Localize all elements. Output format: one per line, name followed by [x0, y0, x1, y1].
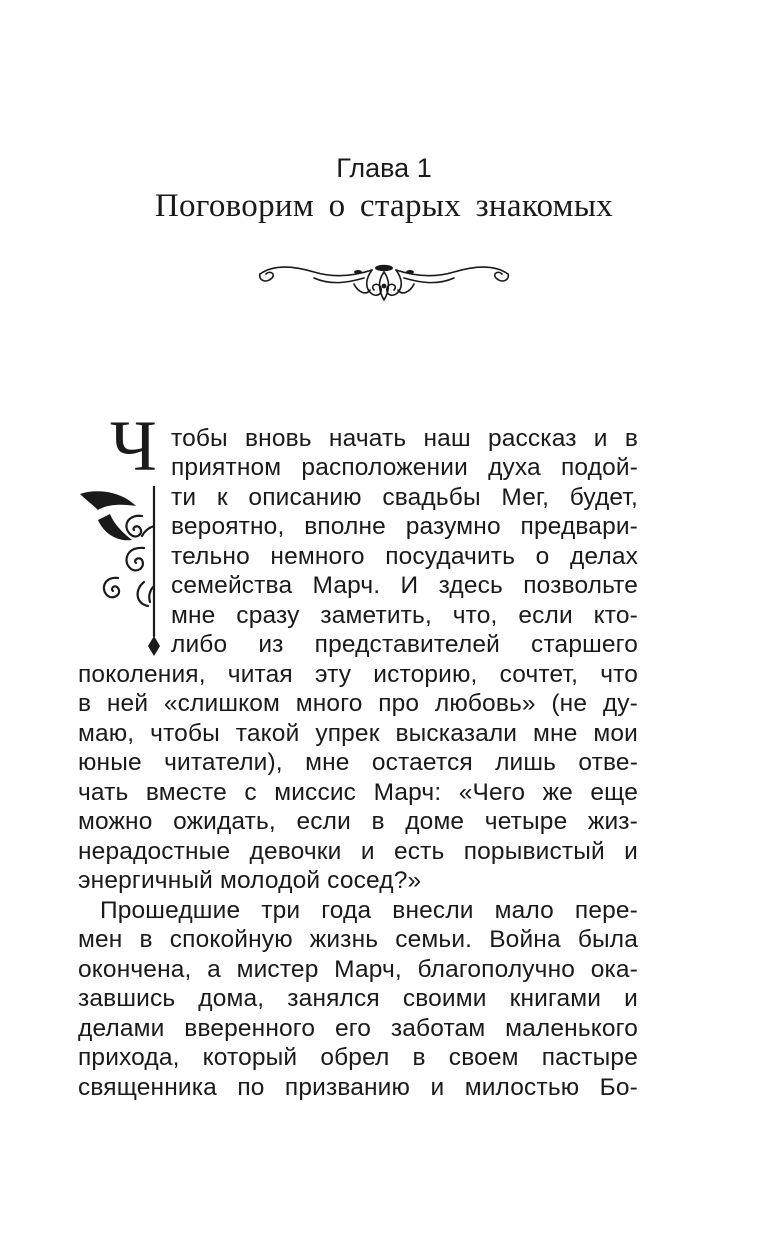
- drop-cap: [78, 406, 168, 656]
- text-line: ти к описанию свадьбы Мег, будет,: [171, 483, 638, 511]
- text-line: маю, чтобы такой упрек высказали мне мои: [78, 719, 638, 747]
- text-line: тобы вновь начать наш рассказ и в: [171, 425, 638, 452]
- text-line: либо из представителей старшего: [171, 631, 638, 659]
- scroll-flourish-icon: [254, 260, 514, 304]
- text-line: вероятно, вполне разумно предвари-: [171, 513, 638, 541]
- chapter-title: Поговорим о старых знакомых: [154, 188, 614, 224]
- text-line: мен в спокойную жизнь семьи. Война была: [78, 926, 638, 954]
- text-line: нерадостные девочки и есть порывистый и: [78, 837, 638, 865]
- drop-cap-letter: Ч: [110, 406, 157, 486]
- text-line: окончена, а мистер Марч, благополучно ока-: [78, 955, 638, 983]
- text-line: чать вместе с миссис Марч: «Чего же еще: [78, 778, 638, 806]
- chapter-number: Глава 1: [336, 153, 432, 183]
- text-line: священника по призванию и милостью Бо-: [78, 1073, 638, 1101]
- text-line: в ней «слишком много про любовь» (не ду-: [78, 690, 638, 718]
- text-line: приятном расположении духа подой-: [171, 454, 638, 482]
- text-line: юные читатели), мне остается лишь отве-: [78, 749, 638, 777]
- pen-nib-flourish-icon: [78, 486, 168, 656]
- paragraph2: [78, 896, 638, 1102]
- text-line: семейства Марч. И здесь позвольте: [171, 572, 638, 600]
- text-line: прихода, который обрел в своем пастыре: [78, 1044, 638, 1072]
- paragraph1-indented: [171, 424, 638, 660]
- text-line: завшись дома, занялся своими книгами и: [78, 985, 638, 1013]
- text-line: делами вверенного его заботам маленького: [78, 1014, 638, 1042]
- text-line: Прошедшие три года внесли мало пере-: [100, 897, 638, 924]
- text-line: тельно немного посудачить о делах: [171, 542, 638, 570]
- text-line: энергичный молодой сосед?»: [78, 867, 422, 895]
- text-line: поколения, читая эту историю, сочтет, что: [78, 661, 638, 688]
- text-line: можно ожидать, если в доме четыре жиз-: [78, 808, 638, 836]
- text-line: мне сразу заметить, что, если кто-: [171, 601, 638, 629]
- paragraph1-full: [78, 660, 638, 896]
